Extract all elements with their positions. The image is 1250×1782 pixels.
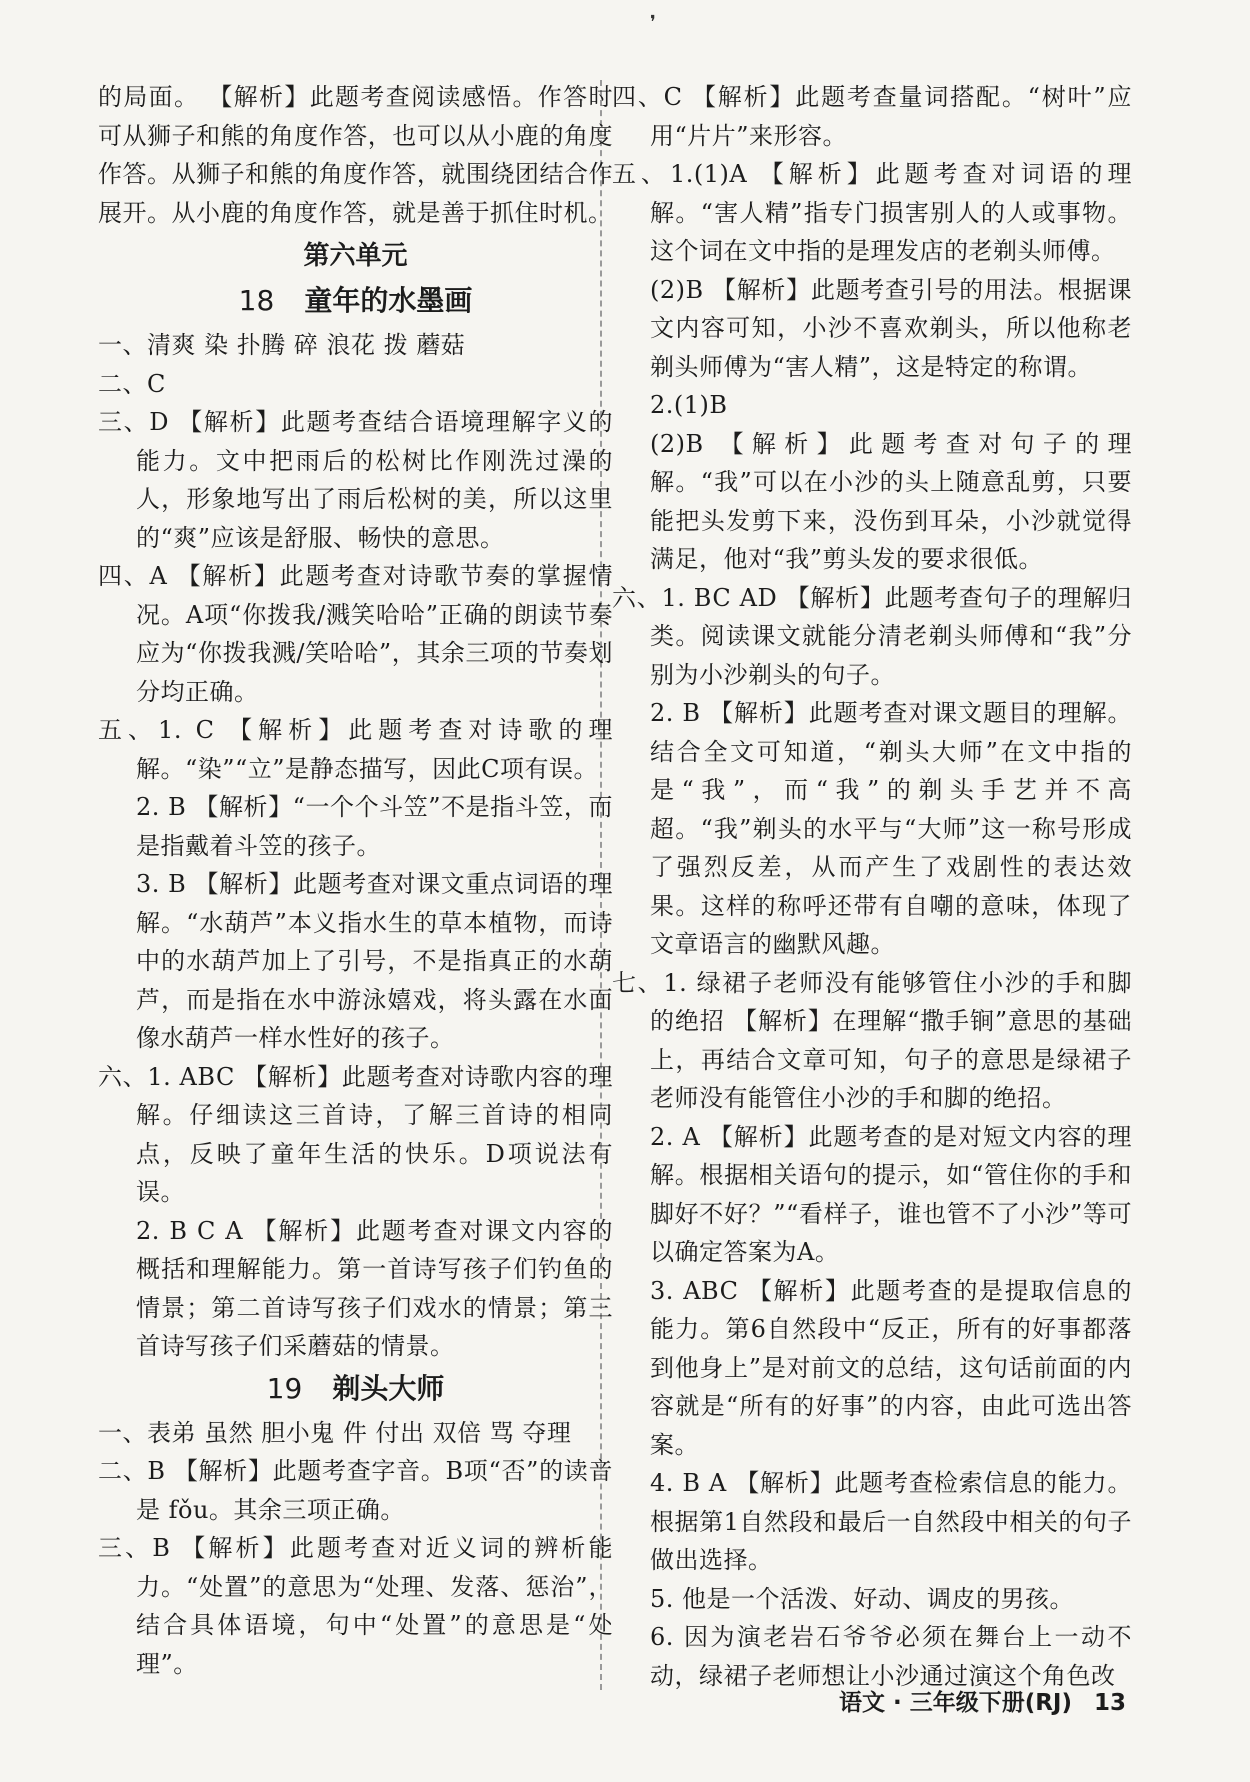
answer-subitem: 2. A 【解析】此题考查的是对短文内容的理解。根据相关语句的提示，如“管住你的手和脚好不好？”“看样子，谁也管不了小沙”等可以确定答案为A。 — [650, 1122, 1132, 1266]
answer-item: 五、1.(1)A 【解析】此题考查对词语的理解。“害人精”指专门损害别人的人或事物。这个词在文中指的是理发店的老剃头师傅。 — [612, 160, 1132, 265]
answer-continuation: 的局面。 【解析】此题考查阅读感悟。作答时可从狮子和熊的角度作答，也可以从小鹿的角度作答。从狮子和熊的角度作答，就围绕团结合作展开。从小鹿的角度作答，就是善于抓住时机。 — [98, 83, 613, 227]
answer-item: 一、表弟 虽然 胆小鬼 件 付出 双倍 骂 夺理 — [98, 1418, 572, 1447]
answer-subitem: 2. B C A 【解析】此题考查对课文内容的概括和理解能力。第一首诗写孩子们钓鱼的情景；第二首诗写孩子们戏水的情景；第三首诗写孩子们采蘑菇的情景。 — [136, 1216, 613, 1360]
answer-subitem: 2. B 【解析】此题考查对课文题目的理解。结合全文可知道，“剃头大师”在文中指的是“我”，而“我”的剃头手艺并不高超。“我”剃头的水平与“大师”这一称号形成了强烈反差，从而产生了戏剧性的表达效果。这样的称呼还带有自嘲的意味，体现了文章语言的幽默风趣。 — [650, 699, 1132, 958]
answer-subitem: (2)B 【解析】此题考查对句子的理解。“我”可以在小沙的头上随意乱剪，只要能把头发剪下来，没伤到耳朵，小沙就觉得满足，他对“我”剪头发的要求很低。 — [650, 429, 1132, 573]
answer-subitem: (2)B 【解析】此题考查引号的用法。根据课文内容可知，小沙不喜欢剃头，所以他称老剃头师傅为“害人精”，这是特定的称谓。 — [650, 275, 1132, 381]
answer-item: 五、1. C 【解析】此题考查对诗歌的理解。“染”“立”是静态描写，因此C项有误。 — [98, 716, 613, 783]
lesson-18-heading — [98, 278, 613, 324]
lesson-title: 童年的水墨画 — [304, 284, 473, 317]
answer-item: 六、1. ABC 【解析】此题考查对诗歌内容的理解。仔细读这三首诗，了解三首诗的相同点，反映了童年生活的快乐。D项说法有误。 — [98, 1062, 613, 1206]
answer-subitem: 5. 他是一个活泼、好动、调皮的男孩。 — [650, 1584, 1075, 1613]
answer-subitem: 3. ABC 【解析】此题考查的是提取信息的能力。第6自然段中“反正，所有的好事都落到他身上”是对前文的总结，这句话前面的内容就是“所有的好事”的内容，由此可选出答案。 — [650, 1276, 1132, 1459]
left-column — [98, 78, 613, 1683]
answer-item: 三、B 【解析】此题考查对近义词的辨析能力。“处置”的意思为“处理、发落、惩治”，结合具体语境，句中“处置”的意思是“处理”。 — [98, 1534, 613, 1678]
unit-title: 第六单元 — [303, 241, 408, 271]
lesson-number: 19 — [266, 1371, 303, 1405]
lesson-title: 剃头大师 — [332, 1371, 445, 1405]
answer-subitem: 6. 因为演老岩石爷爷必须在舞台上一动不动，绿裙子老师想让小沙通过演这个角色改 — [650, 1623, 1132, 1690]
answer-item: 六、1. BC AD 【解析】此题考查句子的理解归类。阅读课文就能分清老剃头师傅和“我”分别为小沙剃头的句子。 — [612, 583, 1132, 689]
answer-item: 二、B 【解析】此题考查字音。B项“否”的读音是 fǒu。其余三项正确。 — [98, 1457, 613, 1524]
answer-item: 二、C — [98, 369, 166, 398]
answer-item: 四、A 【解析】此题考查对诗歌节奏的掌握情况。A项“你拨我/溅笑哈哈”正确的朗读节奏应为“你拨我溅/笑哈哈”，其余三项的节奏划分均正确。 — [98, 562, 613, 706]
right-column — [612, 78, 1132, 1695]
answer-subitem: 4. B A 【解析】此题考查检索信息的能力。根据第1自然段和最后一自然段中相关的句子做出选择。 — [650, 1469, 1132, 1574]
page-number: 13 — [1093, 1690, 1126, 1716]
answer-subitem: 2. B 【解析】“一个个斗笠”不是指斗笠，而是指戴着斗笠的孩子。 — [136, 793, 613, 860]
answer-item: 四、C 【解析】此题考查量词搭配。“树叶”应用“片片”来形容。 — [612, 83, 1132, 150]
lesson-19-heading — [98, 1366, 613, 1412]
subject-label: 语文 · 三年级下册(RJ) — [838, 1690, 1072, 1716]
answer-subitem: 2.(1)B — [650, 391, 728, 419]
answer-item: 三、D 【解析】此题考查结合语境理解字义的能力。文中把雨后的松树比作刚洗过澡的人，形象地写出了雨后松树的美，所以这里的“爽”应该是舒服、畅快的意思。 — [98, 408, 613, 552]
answer-item: 一、清爽 染 扑腾 碎 浪花 拨 蘑菇 — [98, 331, 466, 359]
lesson-number: 18 — [238, 284, 275, 317]
answer-subitem: 3. B 【解析】此题考查对课文重点词语的理解。“水葫芦”本义指水生的草本植物，而诗中的水葫芦加上了引号，不是指真正的水葫芦，而是指在水中游泳嬉戏，将头露在水面像水葫芦一样水性好的孩子。 — [136, 870, 613, 1052]
page-footer — [839, 1684, 1126, 1717]
ink-mark: ❜ — [650, 12, 656, 33]
answer-item: 七、1. 绿裙子老师没有能够管住小沙的手和脚的绝招 【解析】在理解“撒手锏”意思的基础上，再结合文章可知，句子的意思是绿裙子老师没有能管住小沙的手和脚的绝招。 — [612, 968, 1132, 1112]
